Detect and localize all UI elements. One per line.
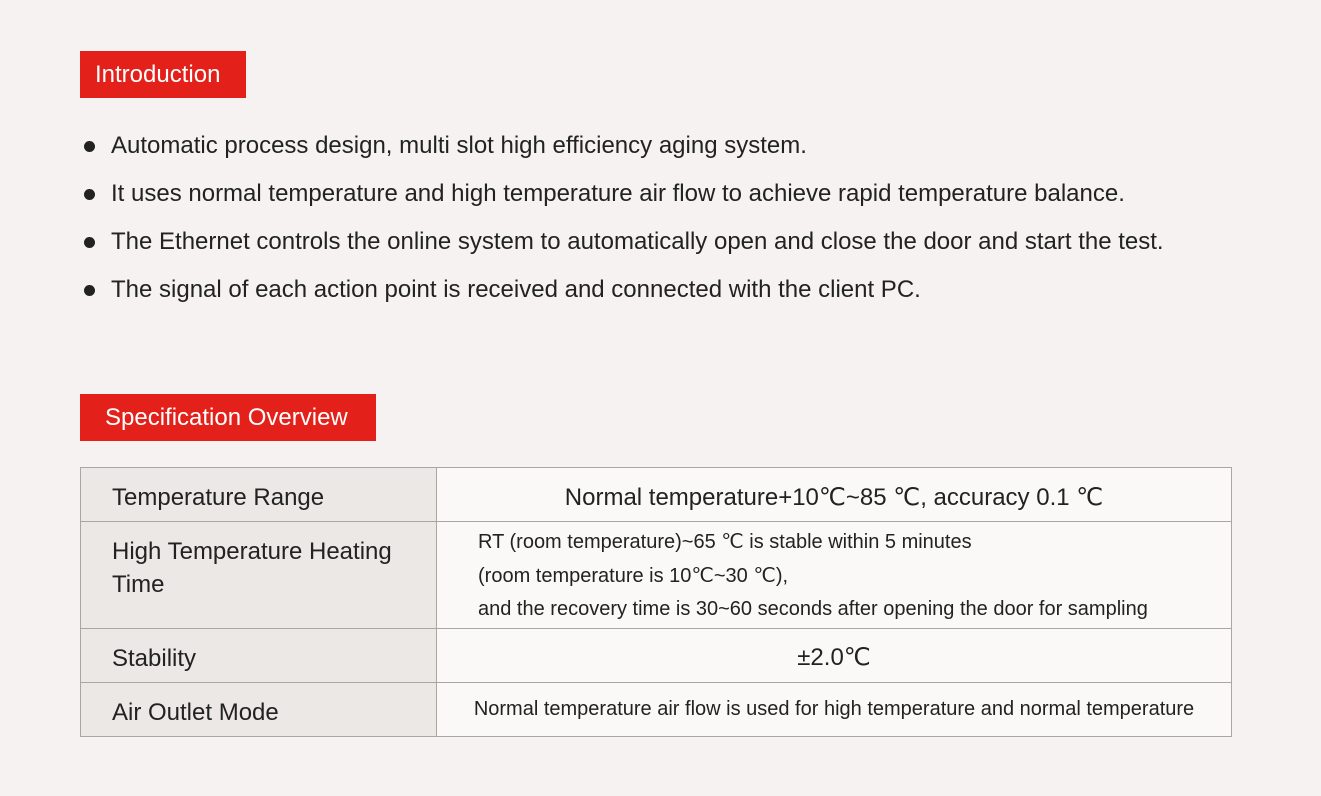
specification-table [80,467,1232,737]
spec-value-air-outlet-mode: Normal temperature air flow is used for high temperature and normal temperature [437,683,1232,737]
specification-heading: Specification Overview [80,394,376,441]
bullet-icon [84,189,95,200]
list-item-text: Automatic process design, multi slot high efficiency aging system. [111,132,807,159]
introduction-list [80,122,1232,314]
list-item [80,266,1232,314]
spec-value-line: and the recovery time is 30~60 seconds after opening the door for sampling [478,598,1148,620]
list-item-text: It uses normal temperature and high temperature air flow to achieve rapid temperature balance. [111,180,1125,207]
spec-label-air-outlet-mode: Air Outlet Mode [81,683,437,737]
list-item-text: The signal of each action point is received and connected with the client PC. [111,276,921,303]
spec-value-temperature-range: Normal temperature+10℃~85 ℃, accuracy 0.1 ℃ [437,468,1232,522]
table-row [81,683,1232,737]
spec-label-stability: Stability [81,629,437,683]
list-item [80,170,1232,218]
spec-value-heating-time [437,522,1232,629]
table-row [81,468,1232,522]
list-item [80,218,1232,266]
list-item [80,122,1232,170]
introduction-heading: Introduction [80,51,246,98]
table-row [81,629,1232,683]
spec-value-line: RT (room temperature)~65 ℃ is stable within 5 minutes [478,531,972,553]
bullet-icon [84,141,95,152]
list-item-text: The Ethernet controls the online system to automatically open and close the door and start the test. [111,228,1164,255]
spec-label-temperature-range: Temperature Range [81,468,437,522]
spec-label-heating-time: High Temperature Heating Time [81,522,437,629]
bullet-icon [84,237,95,248]
spec-value-stability: ±2.0℃ [437,629,1232,683]
table-row [81,522,1232,629]
bullet-icon [84,285,95,296]
spec-value-line: (room temperature is 10℃~30 ℃), [478,564,789,587]
